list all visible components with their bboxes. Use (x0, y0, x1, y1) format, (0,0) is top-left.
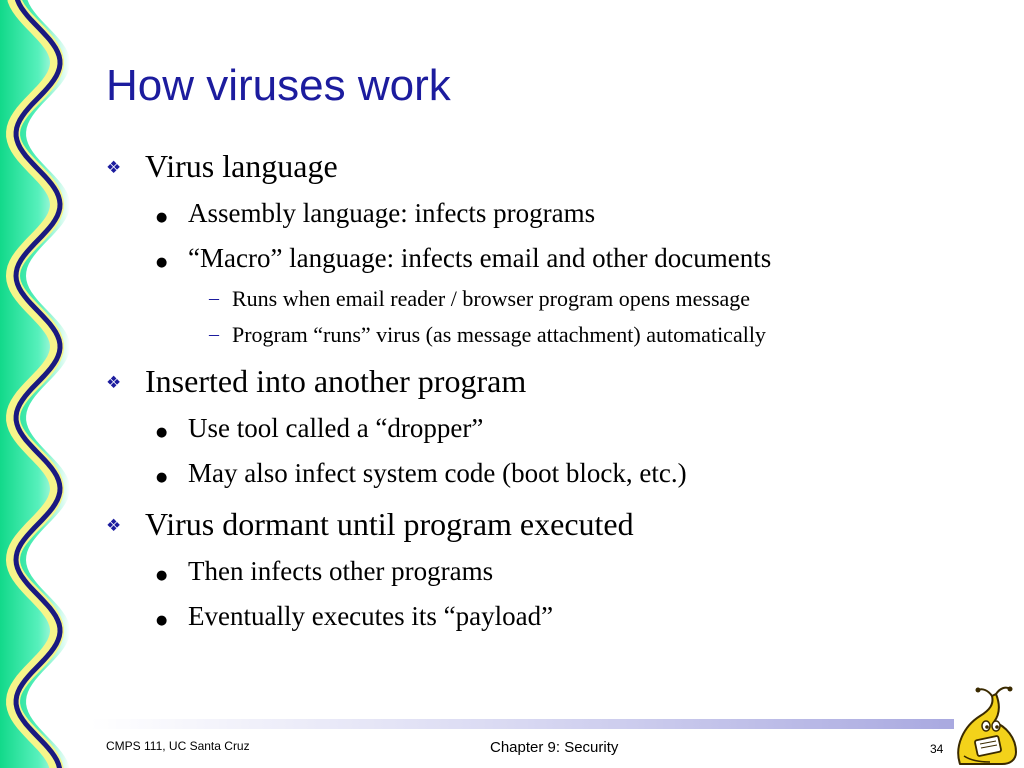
diamond-bullet-icon: ❖ (106, 516, 122, 536)
bullet-virus-dormant: Virus dormant until program executed (145, 506, 634, 542)
subbullet-infects-other: Then infects other programs (188, 556, 494, 586)
slide-title: How viruses work (106, 61, 451, 110)
dot-bullet-icon: ● (156, 613, 168, 628)
subbullet-macro-language: “Macro” language: infects email and other documents (188, 243, 772, 273)
subbullet-system-code: May also infect system code (boot block, etc.) (188, 458, 687, 488)
dot-bullet-icon: ● (156, 470, 168, 485)
bullet-virus-language: Virus language (145, 148, 338, 184)
subbullet-payload: Eventually executes its “payload” (188, 601, 554, 631)
bullet-inserted-into-program: Inserted into another program (145, 363, 527, 399)
dash-bullet-icon: – (209, 323, 219, 345)
banana-slug-mascot-icon (950, 686, 1022, 766)
footer-gradient-line (90, 719, 954, 729)
dot-bullet-icon: ● (156, 255, 168, 270)
diamond-bullet-icon: ❖ (106, 373, 122, 393)
footer-course: CMPS 111, UC Santa Cruz (106, 739, 250, 753)
dot-bullet-icon: ● (156, 210, 168, 225)
subsubbullet-program-runs: Program “runs” virus (as message attachment) automatically (232, 322, 766, 347)
footer-chapter: Chapter 9: Security (490, 739, 619, 756)
subsubbullet-runs-when: Runs when email reader / browser program opens message (232, 286, 751, 311)
page-number: 34 (930, 742, 944, 756)
dash-bullet-icon: – (209, 287, 219, 309)
subbullet-assembly-language: Assembly language: infects programs (188, 198, 596, 228)
dot-bullet-icon: ● (156, 568, 168, 583)
subbullet-dropper: Use tool called a “dropper” (188, 413, 484, 443)
dot-bullet-icon: ● (156, 425, 168, 440)
diamond-bullet-icon: ❖ (106, 158, 122, 178)
